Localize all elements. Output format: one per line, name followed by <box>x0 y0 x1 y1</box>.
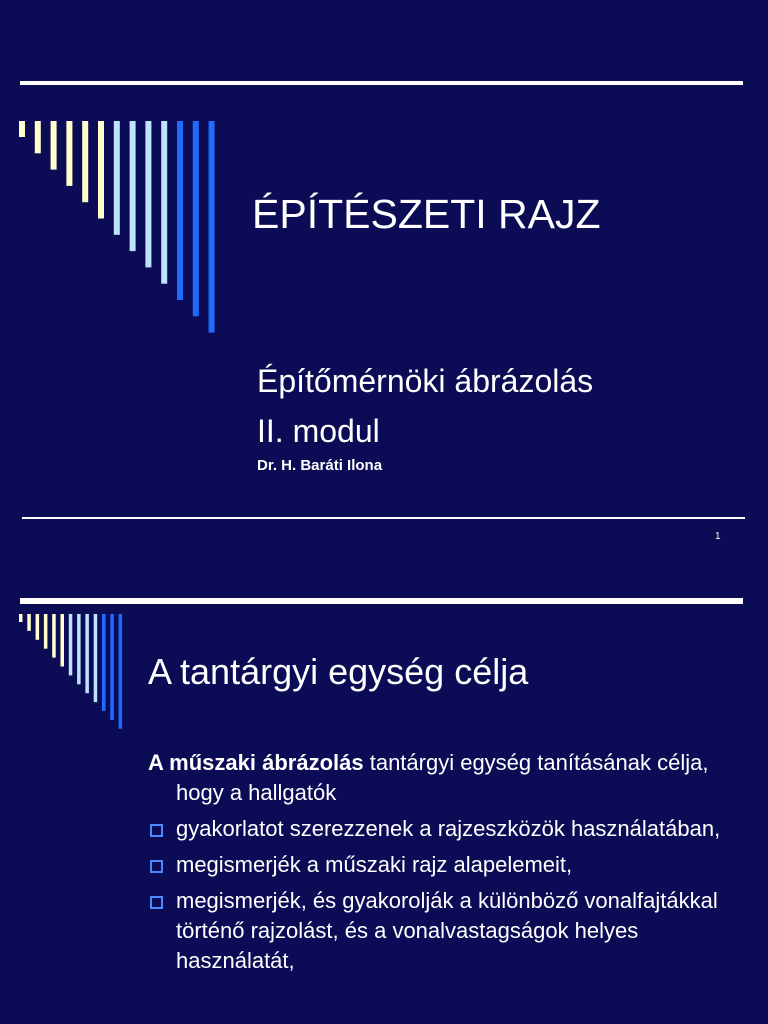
slide2-decor-bar <box>36 614 40 640</box>
slide1-decor-bar <box>35 121 41 153</box>
slide2-decor-bar <box>52 614 56 658</box>
bullet-text: megismerjék, és gyakorolják a különböző vonalfajtákkal történő rajzolást, és a vonalvastagságok helyes használatát, <box>176 888 718 973</box>
slide1-author: Dr. H. Baráti Ilona <box>257 457 383 474</box>
square-bullet-icon <box>150 824 163 837</box>
slide1-decor-bar <box>193 121 199 316</box>
intro-bold: A műszaki ábrázolás <box>148 750 364 775</box>
page-number: 1 <box>715 531 721 542</box>
slide1-decor-bar <box>130 121 136 251</box>
bullet-text: megismerjék a műszaki rajz alapelemeit, <box>176 852 573 877</box>
slide2-decor-bar <box>77 614 81 684</box>
slide1-decor-bar <box>161 121 167 284</box>
slide1-decor-bar <box>177 121 183 300</box>
slide2-top-rule <box>20 598 743 604</box>
bullet-text: gyakorlatot szerezzenek a rajzeszközök használatában, <box>176 816 721 841</box>
slide1-decor-bar <box>82 121 88 202</box>
slide1-decor-bar <box>66 121 72 186</box>
slide1-decor-bar <box>209 121 215 333</box>
slide2-decor-bar <box>61 614 65 667</box>
square-bullet-icon <box>150 896 163 909</box>
slide2-decor-bar <box>110 614 114 720</box>
slide2-decor-bar <box>85 614 89 693</box>
slide2-decor-bar <box>102 614 106 711</box>
list-item <box>148 850 748 880</box>
slide1-decor-bar <box>114 121 120 235</box>
slide2-decor-bar <box>27 614 31 631</box>
list-item <box>148 814 748 844</box>
slide1-title: ÉPÍTÉSZETI RAJZ <box>252 191 601 237</box>
square-bullet-icon <box>150 860 163 873</box>
intro-rest: tantárgyi egység tanításának célja, hogy a hallgatók <box>176 750 709 805</box>
slide1-bottom-rule <box>22 517 745 519</box>
slide1-decor-bar <box>145 121 151 267</box>
slide2-title: A tantárgyi egység célja <box>148 651 529 692</box>
slide2-decor-bar <box>44 614 48 649</box>
slide1-decor-bar <box>19 121 25 137</box>
list-item <box>148 886 748 976</box>
slide1-subtitle-line2: II. modul <box>257 413 380 449</box>
slide1-decor-bar <box>51 121 57 170</box>
bullet-list <box>148 814 748 976</box>
slide2-decor-bar <box>119 614 123 729</box>
slide2-body <box>148 748 748 982</box>
slide2-decor-bar <box>19 614 23 622</box>
slide2-decor-bar <box>94 614 98 702</box>
slide2-intro <box>148 748 748 808</box>
slide1-subtitle-line1: Építőmérnöki ábrázolás <box>257 363 594 399</box>
slide2-decor-bar <box>69 614 73 675</box>
slide1-decor-bar <box>98 121 104 219</box>
